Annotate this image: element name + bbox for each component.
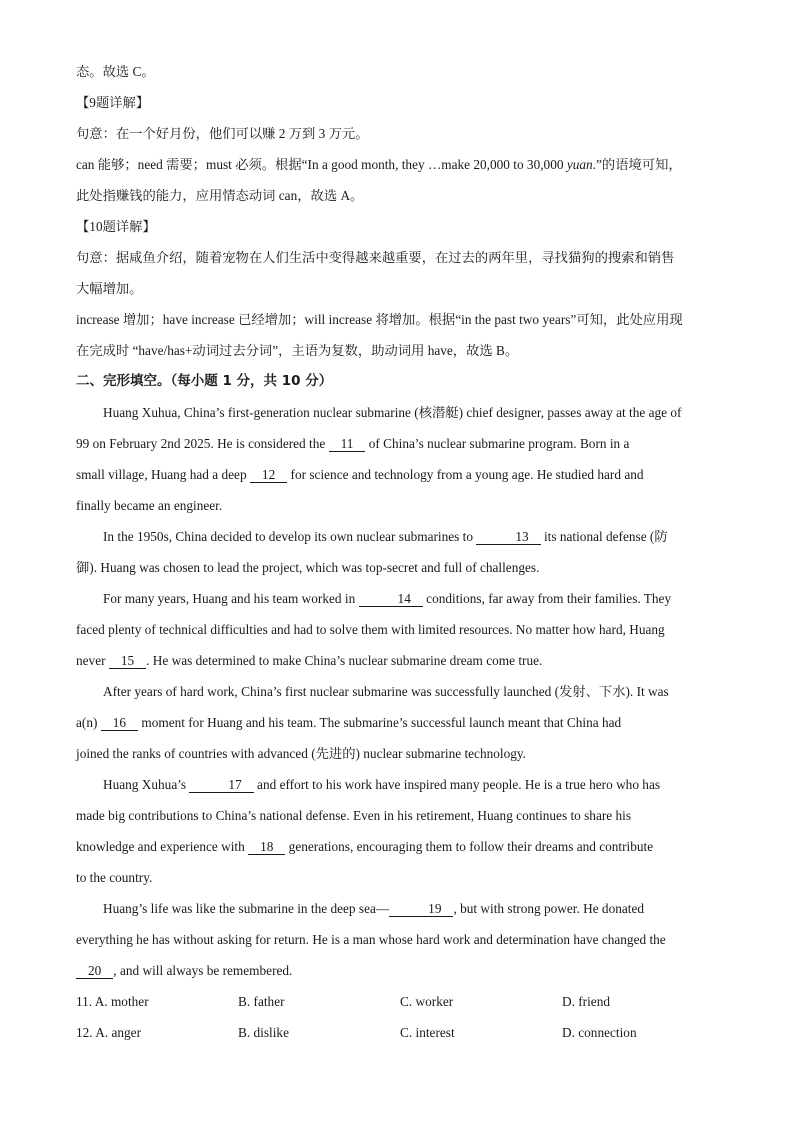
blank-20: 20 — [76, 963, 113, 979]
paragraph-2 — [76, 521, 720, 583]
text: of China’s nuclear submarine program. Born in a — [365, 436, 630, 451]
p6-line-3 — [76, 955, 720, 986]
text: never — [76, 653, 109, 668]
p4-line-3: joined the ranks of countries with advanced (先进的) nuclear submarine technology. — [76, 746, 526, 761]
option-b: B. dislike — [238, 1025, 289, 1040]
text: , and will always be remembered. — [113, 963, 293, 978]
option-c: C. worker — [400, 994, 454, 1009]
blank-17: 17 — [189, 777, 253, 793]
paragraph-6 — [76, 893, 720, 986]
q10-analysis: increase 增加；have increase 已经增加；will increase 将增加。根据“in the past two years”可知，此处应用现 — [76, 312, 683, 327]
option-d: D. friend — [562, 994, 610, 1009]
blank-14: 14 — [359, 591, 423, 607]
text: , but with strong power. He donated — [453, 901, 645, 916]
q9-translation: 句意：在一个好月份，他们可以赚 2 万到 3 万元。 — [76, 126, 369, 141]
text: conditions, far away from their families. They — [422, 591, 672, 606]
paragraph-1 — [76, 397, 720, 521]
text: for science and technology from a young age. He studied hard and — [287, 467, 644, 482]
option-c: C. interest — [400, 1025, 455, 1040]
p2-line-1 — [76, 521, 720, 552]
paragraph-4 — [76, 676, 720, 769]
paragraph-5 — [76, 769, 720, 893]
option-a: 11. A. mother — [76, 994, 149, 1009]
p5-line-1 — [76, 769, 720, 800]
p1-line-1: Huang Xuhua, China’s first-generation nuclear submarine (核潜艇) chief designer, passes away at the age of — [103, 405, 682, 420]
text: In the 1950s, China decided to develop its own nuclear submarines to — [103, 529, 477, 544]
q9-italic-yuan: yuan — [566, 157, 593, 172]
p1-line-2 — [76, 428, 720, 459]
text: 99 on February 2nd 2025. He is considered the — [76, 436, 329, 451]
q9-conclusion: 此处指赚钱的能力，应用情态动词 can，故选 A。 — [76, 188, 364, 203]
q10-translation: 句意：据咸鱼介绍，随着宠物在人们生活中变得越来越重要，在过去的两年里，寻找猫狗的搜索和销售 — [76, 250, 675, 265]
previous-answer-tail: 态。故选 C。 — [76, 64, 155, 79]
blank-12: 12 — [250, 467, 287, 483]
text: Huang’s life was like the submarine in the deep sea— — [103, 901, 390, 916]
q10-translation-cont: 大幅增加。 — [76, 281, 143, 296]
q9-analysis-line — [76, 149, 720, 180]
text: For many years, Huang and his team worked in — [103, 591, 359, 606]
option-a: 12. A. anger — [76, 1025, 141, 1040]
text: its national defense (防 — [540, 529, 668, 544]
p5-line-3 — [76, 831, 720, 862]
p6-line-1 — [76, 893, 720, 924]
blank-11: 11 — [329, 436, 366, 452]
blank-18: 18 — [248, 839, 285, 855]
p4-line-2 — [76, 707, 720, 738]
text: small village, Huang had a deep — [76, 467, 250, 482]
option-d: D. connection — [562, 1025, 637, 1040]
p4-line-1: After years of hard work, China’s first nuclear submarine was successfully launched (发射、下水). It was — [103, 684, 669, 699]
q10-header: 【10题详解】 — [76, 219, 156, 234]
p1-line-3 — [76, 459, 720, 490]
q9-analysis-tail: .”的语境可知， — [592, 157, 682, 172]
options-row-11 — [76, 986, 720, 1017]
section-title: 二、完形填空。（每小题 1 分，共 10 分） — [76, 373, 333, 389]
p5-line-4: to the country. — [76, 870, 153, 885]
blank-16: 16 — [101, 715, 138, 731]
blank-15: 15 — [109, 653, 146, 669]
text: . He was determined to make China’s nuclear submarine dream come true. — [146, 653, 543, 668]
option-b: B. father — [238, 994, 285, 1009]
p6-line-2: everything he has without asking for return. He is a man whose hard work and determination have changed the — [76, 932, 666, 947]
paragraph-3 — [76, 583, 720, 676]
q10-conclusion: 在完成时 “have/has+动词过去分词”，主语为复数，助动词用 have，故选 B。 — [76, 343, 519, 358]
text: knowledge and experience with — [76, 839, 249, 854]
document-page — [76, 56, 720, 1048]
text: generations, encouraging them to follow their dreams and contribute — [285, 839, 654, 854]
blank-13: 13 — [476, 529, 540, 545]
options-list — [76, 986, 720, 1048]
q9-header: 【9题详解】 — [76, 95, 150, 110]
p1-line-4: finally became an engineer. — [76, 498, 223, 513]
q9-analysis-text: can 能够；need 需要；must 必须。根据“In a good month, they …make 20,000 to 30,000 — [76, 157, 567, 172]
p2-line-2: 御). Huang was chosen to lead the project, which was top-secret and full of challenges. — [76, 560, 540, 575]
p3-line-3 — [76, 645, 720, 676]
p3-line-1 — [76, 583, 720, 614]
p3-line-2: faced plenty of technical difficulties and had to solve them with limited resources. No matter how hard, Huang — [76, 622, 665, 637]
text: Huang Xuhua’s — [103, 777, 190, 792]
text: and effort to his work have inspired many people. He is a true hero who has — [253, 777, 661, 792]
options-row-12 — [76, 1017, 720, 1048]
blank-19: 19 — [389, 901, 453, 917]
p5-line-2: made big contributions to China’s national defense. Even in his retirement, Huang continues to share his — [76, 808, 632, 823]
text: moment for Huang and his team. The submarine’s successful launch meant that China had — [138, 715, 622, 730]
text: a(n) — [76, 715, 101, 730]
